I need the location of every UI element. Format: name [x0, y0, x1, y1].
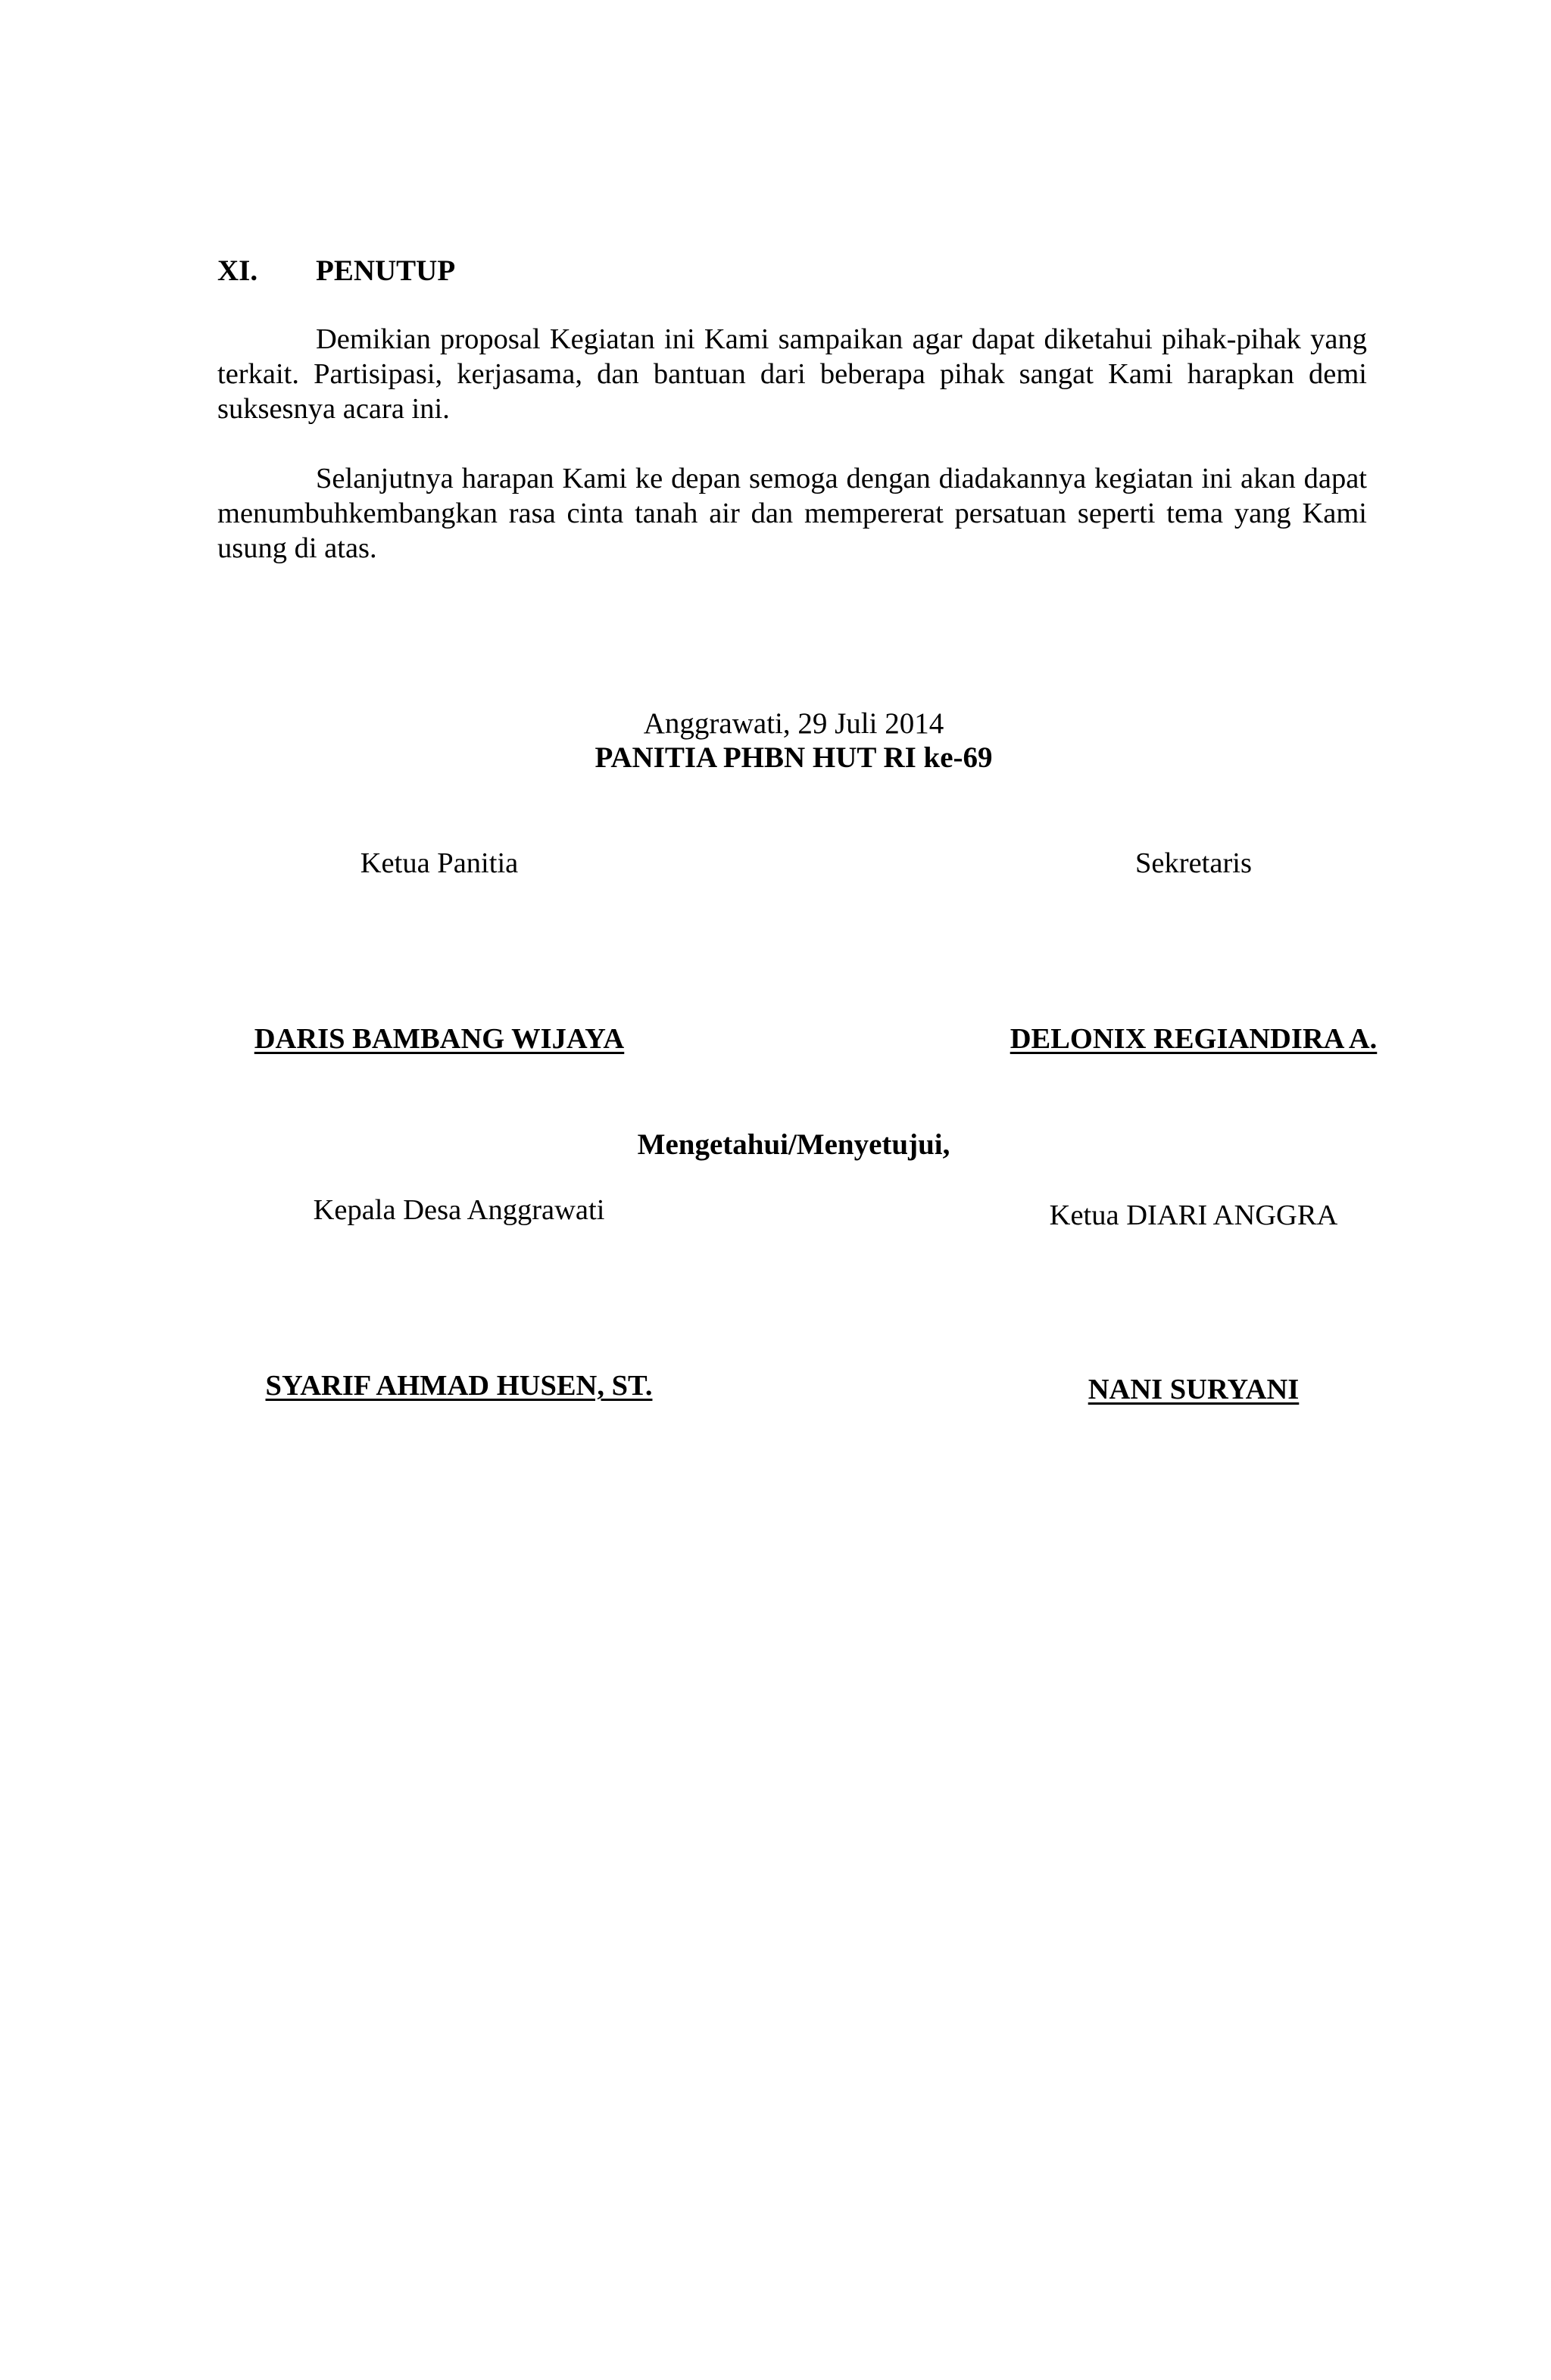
committee-name: PANITIA PHBN HUT RI ke-69: [594, 741, 993, 774]
section-title: PENUTUP: [316, 254, 456, 287]
diari-chair-name: [966, 1372, 1421, 1407]
closing-paragraph-1: Demikian proposal Kegiatan ini Kami sampaikan agar dapat diketahui pihak-pihak yang terkait. Partisipasi, kerjasama, dan bantuan dari beberapa pihak sangat Kami harapkan demi suksesnya acara ini.: [217, 323, 1367, 425]
closing-paragraph-2: Selanjutnya harapan Kami ke depan semoga dengan diadakannya kegiatan ini akan dapat menumbuhkembangkan rasa cinta tanah air dan mempererat persatuan seperti tema yang Kami usung di atas.: [217, 463, 1367, 564]
section-number: XI.: [217, 254, 258, 287]
secretary-name: [936, 1022, 1451, 1056]
diari-chair-role: Ketua DIARI ANGGRA: [1049, 1199, 1338, 1231]
village-head-name-text: SYARIF AHMAD HUSEN, ST.: [265, 1370, 653, 1402]
village-head-name: [194, 1368, 724, 1403]
chair-name-text: DARIS BAMBANG WIJAYA: [254, 1023, 625, 1055]
chair-name: [212, 1022, 666, 1056]
secretary-role: Sekretaris: [1135, 847, 1252, 879]
village-head-role: Kepala Desa Anggrawati: [313, 1194, 605, 1226]
place-date: Anggrawati, 29 Juli 2014: [643, 707, 944, 740]
chair-role: Ketua Panitia: [360, 847, 519, 879]
secretary-name-text: DELONIX REGIANDIRA A.: [1010, 1023, 1378, 1055]
diari-chair-name-text: NANI SURYANI: [1088, 1374, 1300, 1405]
section-heading: [217, 253, 455, 289]
approval-label: Mengetahui/Menyetujui,: [637, 1128, 950, 1161]
